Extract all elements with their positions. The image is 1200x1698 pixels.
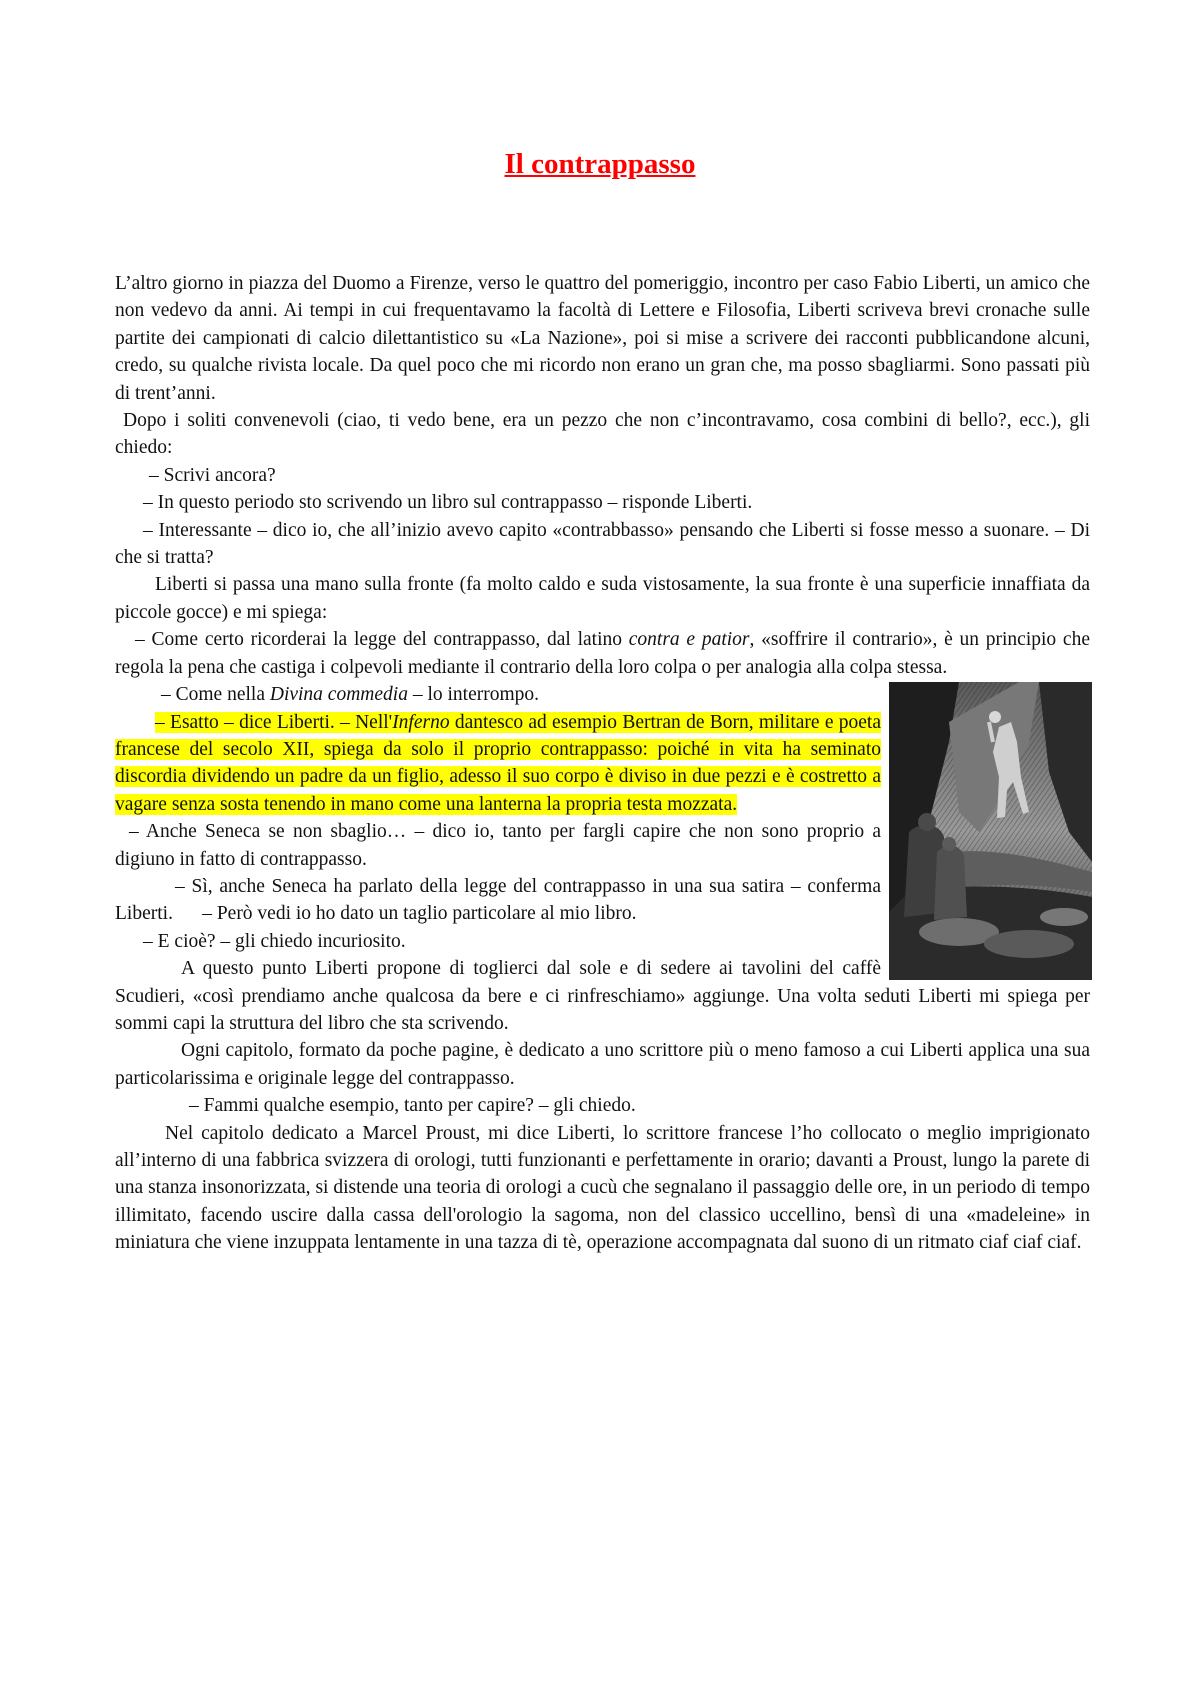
latin-phrase: contra e patior	[628, 629, 750, 651]
dante-inferno-engraving	[889, 682, 1092, 980]
page-title: Il contrappasso	[504, 148, 696, 180]
dialogue-line: – Fammi qualche esempio, tanto per capire? – gli chiedo.	[189, 1095, 636, 1117]
text-run: – lo interrompo.	[407, 684, 540, 706]
paragraph-forehead: Liberti si passa una mano sulla fronte (fa molto caldo e suda vistosamente, la sua fronte è una superficie innaffiata da piccole gocce) e mi spiega:	[115, 574, 1090, 623]
dialogue-line	[115, 626, 1090, 681]
dialogue-line: – Anche Seneca se non sbaglio… – dico io, tanto per fargli capire che non sono proprio a digiuno in fatto di contrappasso.	[115, 821, 881, 870]
paragraph-greetings: Dopo i soliti convenevoli (ciao, ti vedo bene, era un pezzo che non c’incontravamo, cosa combini di bello?, ecc.), gli chiedo:	[115, 410, 1090, 459]
text-run: – Come certo ricorderai la legge del contrappasso, dal latino	[135, 629, 629, 651]
text-run: – Come nella	[161, 684, 270, 706]
dialogue-line: – E cioè? – gli chiedo incuriosito.	[143, 930, 406, 952]
paragraph-proust: Nel capitolo dedicato a Marcel Proust, mi dice Liberti, lo scrittore francese l’ho collocato o meglio imprigionato all’interno di una fabbrica svizzera di orologi, tutti funzionanti e perfettamente in orario; davanti a Proust, lungo la parete di una stanza insonorizzata, si distende una teoria di orologi a cucù che segnalano il passaggio delle ore, in un periodo di tempo illimitato, facendo uscire dalla cassa dell'orologio la sagoma, non del classico uccellino, bensì di una «madeleine» in miniatura che viene inzuppata lentamente in una tazza di tè, operazione accompagnata dal suono di un ritmato ciaf ciaf ciaf.	[115, 1122, 1090, 1254]
work-title: Divina commedia	[269, 684, 408, 706]
text-run: – Esatto – dice Liberti. – Nell'	[155, 711, 393, 733]
engraving-illustration-icon	[889, 682, 1092, 980]
paragraph-chapters: Ogni capitolo, formato da poche pagine, è dedicato a uno scrittore più o meno famoso a cui Liberti applica una sua particolarissima e originale legge del contrappasso.	[115, 1040, 1090, 1089]
highlighted-text	[115, 712, 881, 815]
paragraph-intro: L’altro giorno in piazza del Duomo a Firenze, verso le quattro del pomeriggio, incontro per caso Fabio Liberti, un amico che non vedevo da anni. Ai tempi in cui frequentavamo la facoltà di Lettere e Filosofia, Liberti scriveva brevi cronache sulle partite dei campionati di calcio dilettantistico su «La Nazione», poi si mise a scrivere dei racconti pubblicandone alcuni, credo, su qualche rivista locale. Da quel poco che mi ricordo non erano un gran che, ma posso sbagliarmi. Sono passati più di trent’anni.	[115, 273, 1090, 404]
text-run: , «soffrire il contrario», è un principio che regola la pena che castiga i colpevoli mediante il contrario della loro colpa o per analogia alla colpa stessa.	[115, 629, 1090, 678]
dialogue-line: – In questo periodo sto scrivendo un libro sul contrappasso – risponde Liberti.	[143, 492, 753, 514]
dialogue-line: – Sì, anche Seneca ha parlato della legge del contrappasso in una sua satira – conferma Liberti. – Però vedi io ho dato un taglio particolare al mio libro.	[115, 875, 886, 925]
paragraph-cafe: A questo punto Liberti propone di toglierci dal sole e di sedere ai tavolini del caffè Scudieri, «così prendiamo anche qualcosa da bere e ci rinfreschiamo» aggiunge. Una volta seduti Liberti mi spiega per sommi capi la struttura del libro che sta scrivendo.	[115, 958, 1090, 1034]
dialogue-line: – Scrivi ancora?	[149, 464, 276, 486]
dialogue-line: – Interessante – dico io, che all’inizio avevo capito «contrabbasso» pensando che Liberti si fosse messo a suonare. – Di che si tratta?	[115, 519, 1090, 569]
work-title: Inferno	[392, 711, 450, 733]
document-body	[115, 270, 1090, 1257]
text-run: dantesco ad esempio Bertran de Born, militare e poeta francese del secolo XII, spiega da solo il proprio contrappasso: poiché in vita ha seminato discordia dividendo un padre da un figlio, adesso il suo corpo è diviso in due pezzi e è costretto a vagare senza sosta tenendo in mano come una lanterna la propria testa mozzata.	[115, 711, 882, 815]
